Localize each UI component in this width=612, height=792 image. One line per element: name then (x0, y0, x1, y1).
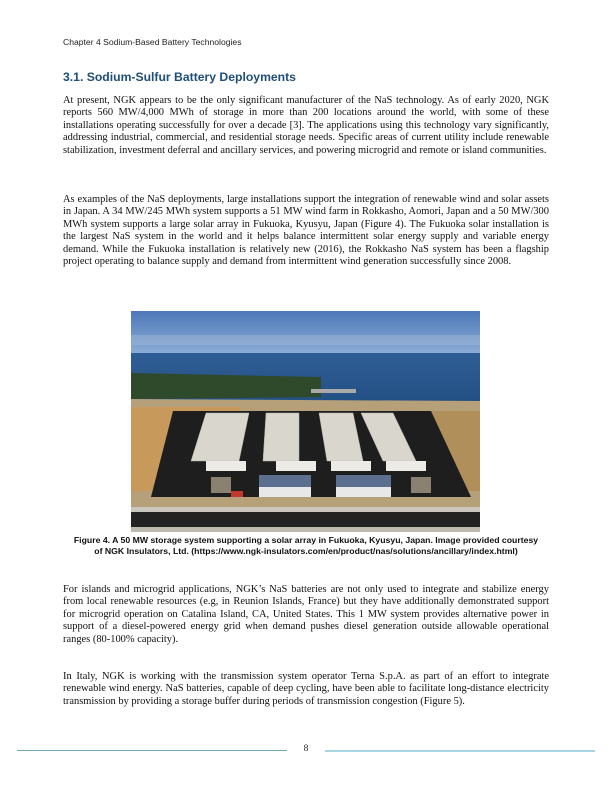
paragraph-japan-deployments: As examples of the NaS deployments, large installations support the integration of renewable wind and solar assets in Japan. A 34 MW/245 MWh system supports a 51 MW wind farm in Rokkasho, Aomori, Japan and a 50 MW/300 MWh system supports a large solar array in Fukuoka, Kyusyu, Japan (Figure 4). The Fukuoka solar installation is the largest NaS system in the world and it helps balance intermittent solar energy supply and variable energy demand. While the Fukuoka installation is relatively new (2016), the Rokkasho NaS system has been a flagship project operating to balance supply and demand from intermittent wind generation successfully since 2008. (63, 194, 549, 268)
paragraph-intro: At present, NGK appears to be the only significant manufacturer of the NaS technology. As of early 2020, NGK reports 560 MW/4,000 MWh of storage in more than 200 locations around the world, with some of these installations operating successfully for over a decade [3]. The applications using this technology vary significantly, addressing industrial, commercial, and residential storage needs. Specific areas of current utility include renewable stabilization, investment deferral and ancillary services, and powering microgrid and remote or island communities. (63, 95, 549, 156)
figure-4-image (131, 311, 480, 532)
paragraph-italy: In Italy, NGK is working with the transmission system operator Terna S.p.A. as part of an effort to integrate renewable wind energy. NaS batteries, capable of deep cycling, have been able to facilitate long-distance electricity transmission by providing a storage buffer during periods of transmission congestion (Figure 5). (63, 671, 549, 707)
paragraph-islands-microgrid: For islands and microgrid applications, NGK’s NaS batteries are not only used to integrate and stabilize energy from local renewable resources (e.g, in Reunion Islands, France) but they have additionally demonstrated support for microgrid operation on Catalina Island, CA, United States. This 1 MW system provides alternative power in support of a diesel-powered energy grid when demand pushes diesel generation outside allowable operational ranges (80-100% capacity). (63, 584, 549, 645)
page-number: 8 (303, 744, 309, 754)
footer-rule-left (17, 750, 287, 751)
storage-facility-photo (131, 311, 480, 532)
section-heading: 3.1. Sodium-Sulfur Battery Deployments (63, 70, 296, 84)
figure-4-caption: Figure 4. A 50 MW storage system supporting a solar array in Fukuoka, Kyusyu, Japan. Image provided courtesy of NGK Insulators, Ltd. (https://www.ngk-insulators.com/en/product/nas/solutions/ancillary/index.html) (73, 535, 539, 557)
running-header: Chapter 4 Sodium-Based Battery Technologies (63, 37, 242, 47)
footer-rule-right (325, 750, 595, 752)
